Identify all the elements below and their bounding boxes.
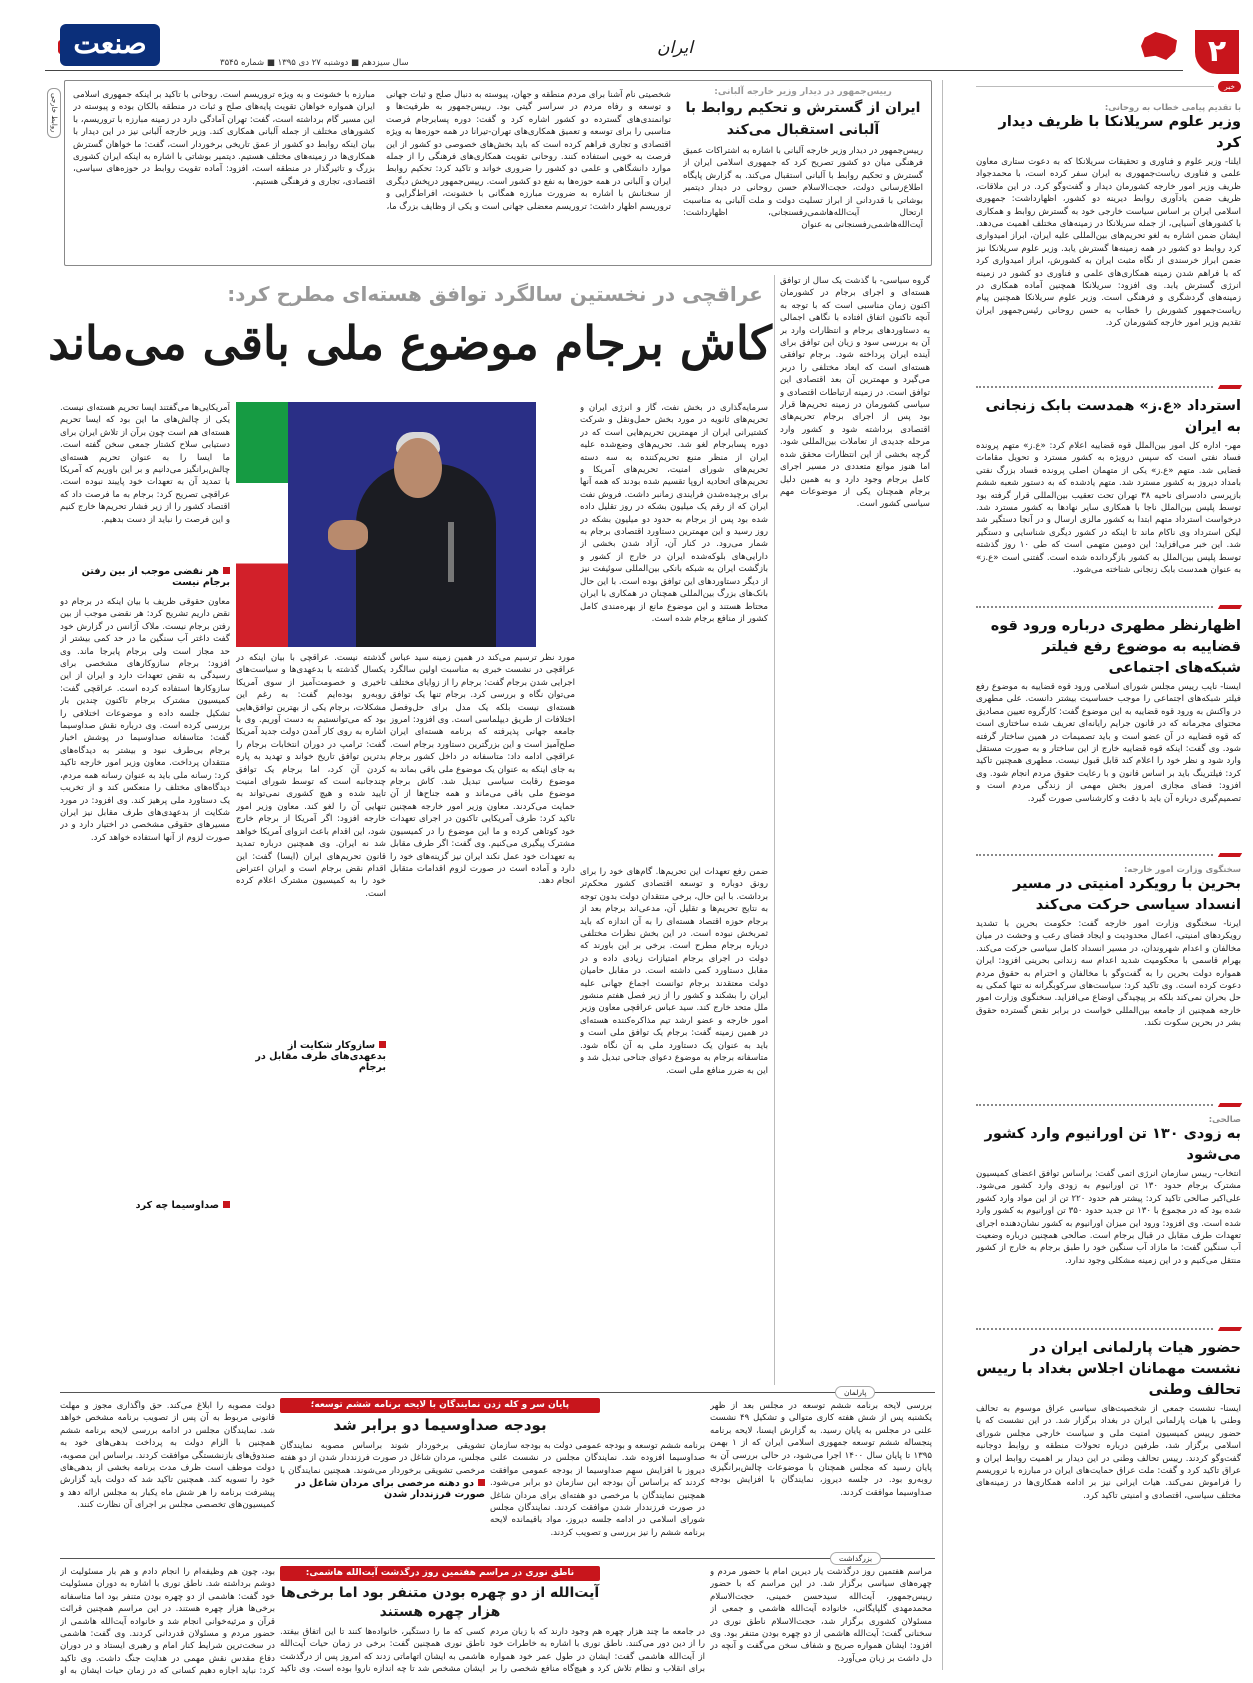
budget-column: دولت مصوبه را ابلاغ می‌کند. حق واگذاری مجوز و مهلت قانونی مربوط به آن پس از تصویب برنامه مشخص خواهد شد. نمایندگان مجلس در ادامه بررسی لایحه برنامه ششم همچنین با الزام دولت به پرداخت بدهی‌های خود به صندوق‌های بازنشستگی موافقت کردند. براساس این مصوبه، دولت موظف است ظرف مدت برنامه بخشی از بدهی‌های خود را تسویه کند. همچنین تاکید شد که دولت باید گزارش پیشرفت برنامه را هر شش ماه یکبار به مجلس ارائه دهد و کمیسیون‌های تخصصی مجلس بر اجرای آن نظارت کنند. <box>60 1401 275 1511</box>
news-body: ایرنا- سخنگوی وزارت امور خارجه گفت: حکومت بحرین با تشدید رویکردهای امنیتی، اعمال محدودیت و ایجاد فضای رعب و وحشت در میان مخالفان و اعدام شهروندان، در مسیر انسداد کامل سیاسی حرکت می‌کند. بهرام قاسمی با محکومیت شدید اعدام سه زندانی بحرینی افزود: ایران همواره دولت بحرین را به گفت‌وگو با مخالفان و احترام به حقوق مردم دعوت کرده است. وی تاکید کرد: سیاست‌های سرکوبگرانه نه تنها کمکی به حل بحران نمی‌کند بلکه بر پیچیدگی اوضاع می‌افزاید. سخنگوی وزارت امور خارجه همچنین از جامعه بین‌المللی خواست در برابر نقض گسترده حقوق بشر در بحرین سکوت نکند. <box>976 919 1241 1029</box>
lead-subhead: صداوسیما چه کرد <box>60 1200 230 1211</box>
lead-column: سرمایه‌گذاری در بخش نفت، گاز و انرژی ایران و تحریم‌های ثانویه در مورد بخش حمل‌ونقل و شرکت کشتیرانی ایران از مهمترین تحریم‌هایی است که در دوره پسابرجام لغو شد. تحریم‌های وضع‌شده علیه ایران از منظر منبع تحریم‌کننده به سه دسته تحریم‌های شورای امنیت، تحریم‌های آمریکا و تحریم‌های اتحادیه اروپا تقسیم شده بودند که همه آنها برای برچیده‌شدن فرایندی زمانبر داشت. فروش نفت ایران که از رقم یک میلیون بشکه در روز تقلیل داده شده بود پس از برجام به حدود دو میلیون بشکه در روز رسید و این مهمترین دستاورد اقتصادی برجام به شمار می‌رود. در کنار آن، آزاد شدن بخشی از دارایی‌های بلوکه‌شده ایران در خارج از کشور و بازگشت ایران به شبکه بانکی بین‌المللی سوئیفت نیز از دیگر دستاوردهای این توافق بوده است. با این حال بانک‌های بزرگ بین‌المللی همچنان در همکاری با ایران محتاط هستند و این موضوع مانع از بهره‌مندی کامل کشور از منافع برجام شده است. <box>580 403 768 624</box>
news-item <box>976 1114 1241 1340</box>
news-item <box>976 864 1241 1114</box>
news-body: ایسنا- نشست جمعی از شخصیت‌های سیاسی عراق موسوم به تحالف وطنی با هیات پارلمانی ایران در بغداد برگزار شد. در این نشست که با حضور رییس کمیسیون امنیت ملی و سیاست خارجی مجلس شورای اسلامی برگزار شد، طرفین درباره تحولات منطقه و روابط دوجانبه گفت‌وگو کردند. رییس تحالف وطنی در این دیدار بر اهمیت روابط ایران و عراق تاکید کرد و گفت: ملت عراق حمایت‌های ایران در مبارزه با تروریسم را فراموش نمی‌کند. هیات ایرانی نیز بر ادامه همکاری‌ها در زمینه‌های مختلف سیاسی، اقتصادی و امنیتی تاکید کرد. <box>976 1404 1241 1501</box>
side-tab: روابط خارجی <box>47 88 61 138</box>
lead-kicker: عراقچی در نخستین سالگرد توافق هسته‌ای مطرح کرد: <box>227 282 763 306</box>
news-title: استرداد «ع.ز» همدست بابک زنجانی به ایران <box>985 398 1241 435</box>
newspaper-logo: صنعت <box>60 24 160 66</box>
lead-subhead: سازوکار شکایت از بدعهدی‌های طرف مقابل در برجام <box>255 1040 386 1073</box>
news-title: حضور هیات پارلمانی ایران در نشست مهمانان اجلاس بغداد با رییس تحالف وطنی <box>976 1340 1241 1398</box>
news-item <box>976 1338 1241 1673</box>
lead-column: گذشته نیست. عراقچی با بیان اینکه در یکسال گذشته با بدعهدی‌ها و سیاست‌های تاخیری و خصومت‌آمیز از سوی آمریکا روبه‌رو بوده‌ایم گفت: به رغم این مشکلات، برجام یکی از بهترین توافق‌هایی بود که می‌توانستیم به دست آوریم. وی با اشاره به روی کار آمدن دولت جدید آمریکا گفت: ترامپ در دوران انتخابات برجام را بدترین توافق تاریخ خواند و تهدید به پاره کردن آن کرد، اما برجام یک توافق چندجانبه است که توسط شورای امنیت تایید شده و هیچ کشوری نمی‌تواند به تنهایی آن را لغو کند. معاون وزیر امور خارجه افزود: اگر آمریکا از برجام خارج شود، این اقدام باعث انزوای آمریکا خواهد شد نه ایران. وی همچنین درباره تمدید قانون تحریم‌های ایران (ایسا) گفت: این اقدام نقض برجام است و ایران اعتراض خود را به کمیسیون مشترک اعلام کرده است. <box>236 653 386 899</box>
section-tag: پارلمان <box>835 1386 875 1399</box>
memorial-column: مراسم هفتمین روز درگذشت یار دیرین امام با حضور مردم و چهره‌های سیاسی برگزار شد. در این مراسم که با حضور رییس‌جمهور، آیت‌الله سیدحسن خمینی، حجت‌الاسلام محمدمهدی گلپایگانی، خانواده آیت‌الله هاشمی و جمعی از مسئولان کشوری برگزار شد، حجت‌الاسلام ناطق نوری در سخنانی گفت: آیت‌الله هاشمی از دو چهره بودن متنفر بود. وی افزود: ایشان همواره صریح و شفاف سخن می‌گفت و آنچه در دل داشت بر زبان می‌آورد. <box>710 1567 932 1664</box>
news-body: ایلنا- وزیر علوم و فناوری و تحقیقات سریلانکا که به دعوت ستاری معاون علمی و فناوری ریاست‌جمهوری به ایران سفر کرده است، با محمدجواد ظریف وزیر امور خارجه کشورمان دیدار و گفت‌وگو کرد. در این ملاقات، ظریف ضمن یادآوری روابط دیرینه دو کشور، اظهارداشت: جمهوری اسلامی ایران بر اساس سیاست خارجی خود به گسترش روابط و همکاری با کشورهای آسیایی، از جمله سریلانکا در زمینه‌های مختلف اهمیت می‌دهد. ایشان ضمن اشاره به لغو تحریم‌های بین‌المللی علیه ایران، ابراز امیدواری کرد روابط دو کشور در همه زمینه‌ها گسترش یابد. وزیر علوم سریلانکا نیز ضمن ابراز خرسندی از نگاه مثبت ایران به کشورش، ابراز امیدواری کرد که با فراهم شدن زمینه همکاری‌های علمی و فناوری دو کشور در زمینه انرژی گسترش یابد. وی افزود: سریلانکا همچنین آماده همکاری در زمینه‌های گردشگری و فرهنگی است. وزیر علوم سریلانکا همچنین پیام ریاست‌جمهور کشورش را خطاب به حسن روحانی رئیس‌جمهور ایران تقدیم وزیر امور خارجه کشورمان کرد. <box>976 157 1241 329</box>
news-item <box>976 616 1241 877</box>
top-box-head <box>683 87 923 245</box>
top-box-kicker: رییس‌جمهور در دیدار وزیر خارجه آلبانی: <box>714 87 892 97</box>
news-title: وزیر علوم سریلانکا با ظریف دیدار کرد <box>998 114 1241 151</box>
news-kicker: با تقدیم پیامی خطاب به روحانی: <box>1104 102 1241 112</box>
section-rule <box>60 1558 935 1559</box>
lead-intro: گروه سیاسی- با گذشت یک سال از توافق هسته‌ای و اجرای برجام در کشورمان اکنون زمان مناسبی است که با توجه به آنچه تاکنون اتفاق افتاده با نگاهی اجمالی به دستاوردهای برجام و انتظارات وارد بر آن به بررسی سود و زیان این توافق برای آینده ایران پرداخته شود. برجام توافقی هسته‌ای است که ابعاد مختلفی را دربر می‌گیرد و مهمترین آن بعد اقتصادی این توافق است. در زمینه ارتباطات اقتصادی و سیاسی کشورمان در زمینه تحریم‌ها قرار بود پس از اجرای برجام تحریم‌های اقتصادی برداشته شود و کشور وارد مرحله جدیدی از تعاملات بین‌المللی شود. گرچه بخشی از این انتظارات محقق شده اما هنوز موانع متعددی در مسیر اجرای کامل برجام وجود دارد و به همین دلیل برجام همچنان یکی از موضوعات مهم سیاسی کشور است. <box>780 276 930 510</box>
news-body: مهر- اداره کل امور بین‌الملل قوه قضاییه اعلام کرد: «ع.ز» متهم پرونده فساد نفتی است که سپس درویژه به کشور مسترد و تحویل مقامات قضایی شد. متهم «ع.ز» یکی از متهمان اصلی پرونده فساد بزرگ نفتی بامداد دیروز به کشور مسترد شد. متهم یادشده که به دستور شعبه ششم بازپرسی دادسرای ناحیه ۳۸ تهران تحت تعقیب بین‌المللی قرار گرفته بود توسط پلیس بین‌الملل ناجا با همکاری سایر نهادها به کشور مسترد شد. درخواست استرداد متهم ابتدا به کشور مالزی ارسال و در آنجا دستگیر شد لیکن استرداد وی ناکام ماند تا اینکه در کشور دیگری شناسایی و دستگیر شد. این خبر می‌افزاید: این دومین متهمی است که طی ۱۰ روز گذشته توسط پلیس بین‌الملل به کشور بازگردانده شده است. گفتنی است «ع.ز» به عنوان همدست بابک زنجانی شناخته می‌شود. <box>976 441 1241 576</box>
divider <box>976 382 1241 392</box>
lead-column: معاون حقوقی ظریف با بیان اینکه در برجام دو نقض داریم تشریح کرد: هر نقضی موجب از بین رفتن برجام نیست. ملاک آژانس در گزارش خود گفت داغتر آب سنگین ما در حد کمی بیشتر از حد مجاز است ولی برجام پابرجا ماند. وی افزود: برجام سازوکارهای مشخصی برای رسیدگی به نقض تعهدات دارد و ایران از این سازوکارها استفاده کرده است. عراقچی گفت: کمیسیون مشترک برجام تاکنون چندین بار تشکیل جلسه داده و موضوعات اختلافی را بررسی کرده است. وی درباره نقش صداوسیما گفت: متاسفانه صداوسیما در پوشش اخبار برجام بی‌طرف نبود و بیشتر به دیدگاه‌های منتقدان پرداخت. معاون وزیر امور خارجه تاکید کرد: رسانه ملی باید به عنوان رسانه همه مردم، دیدگاه‌های مختلف را منعکس کند و از تخریب یک دستاورد ملی پرهیز کند. وی افزود: در مورد شکایت از بدعهدی‌های طرف مقابل نیز ایران مسیرهای حقوقی مشخصی در اختیار دارد و در صورت لزوم از آنها استفاده خواهد کرد. <box>60 597 230 843</box>
news-item <box>976 396 1241 626</box>
top-box-title: ایران از گسترش و تحکیم روابط با آلبانی استقبال می‌کند <box>685 100 921 138</box>
issue-line: سال سیزدهم ■ دوشنبه ۲۷ دی ۱۳۹۵ ■ شماره ۳۵۴۵ <box>220 58 409 68</box>
section-rule <box>60 1392 935 1393</box>
lead-column: آمریکایی‌ها می‌گفتند ایسا تحریم هسته‌ای نیست. یکی از چالش‌های ما این بود که ایسا تحریم هسته‌ای هم است چون برآن از تلاش ایران برای دستیابی سلاح کشتار جمعی سخن گفته است. ما ایسا را به عنوان تحریم هسته‌ای چالش‌برانگیز می‌دانیم و بر این باوریم که آمریکا با تمدید آن به تعهدات خود پایبند نبوده است. عراقچی تصریح کرد: برجام به ما فرصت داد که اقتصاد کشور را از زیر فشار تحریم‌ها خارج کنیم و این فرصت را نباید از دست بدهیم. <box>60 403 230 525</box>
lead-column: مورد نظر ترسیم می‌کند در همین زمینه سید عباس عراقچی در نشست خبری به مناسبت اولین سالگرد اجرایی شدن برجام گفت: برجام را از زوایای مختلف می‌توان نگاه و بررسی کرد. برجام تنها یک توافق هسته‌ای نیست بلکه یک مدل برای حل‌وفصل اختلافات از طریق دیپلماسی است. وی افزود: امروز جامعه جهانی پذیرفته که برنامه هسته‌ای ایران صلح‌آمیز است و این بزرگترین دستاورد برجام است. عراقچی ادامه داد: متاسفانه در داخل کشور برجام به جای اینکه به عنوان یک موضوع ملی باقی بماند به موضوع رقابت سیاسی تبدیل شد. کاش برجام موضوع ملی باقی می‌ماند و همه جناح‌ها از آن حمایت می‌کردند. معاون وزیر امور خارجه همچنین تاکید کرد: طرف آمریکایی تاکنون در اجرای تعهدات خود کوتاهی کرده و ما این موضوع را در کمیسیون مشترک پیگیری می‌کنیم. وی گفت: اگر طرف مقابل به تعهدات خود عمل نکند ایران نیز گزینه‌های خود را دارد و آماده است در صورت لزوم اقدامات متقابل انجام دهد. <box>390 653 575 887</box>
memorial-column: کسی که ما را دستگیر، خانواده‌ها کنند تا این اتفاق بیفتد. ناطق نوری همچنین گفت: برخی در زمان حیات آیت‌الله هاشمی به ایشان اتهاماتی زدند که امروز پس از درگذشت ایشان مشخص شد تا چه اندازه ناروا بوده است. وی تاکید <box>280 1627 485 1675</box>
lead-title: کاش برجام موضوع ملی باقی می‌ماند <box>48 316 772 370</box>
header-rule <box>45 70 1183 71</box>
page-number: ۲ <box>1195 30 1239 74</box>
lead-column: ضمن رفع تعهدات این تحریم‌ها. گام‌های خود را برای رونق دوباره و توسعه اقتصادی کشور محکم‌تر برداشت. با این حال، برخی منتقدان دولت بدون توجه به نتایج تحریم‌ها و تقلیل آن، مدعی‌اند برجام بعد از برجام حوزه اقتصاد هسته‌ای را به آن اندازه که باید ثمربخش نبوده است. در این بخش نظرات مختلفی درباره برجام مطرح است. برخی بر این باورند که دولت در اجرای برجام امتیازات زیادی داده و در مقابل دستاورد کمی داشته است. در مقابل حامیان دولت معتقدند برجام توانست اجماع جهانی علیه ایران را بشکند و کشور را از زیر فصل هفتم منشور ملل متحد خارج کند. سید عباس عراقچی معاون وزیر امور خارجه و عضو ارشد تیم مذاکره‌کننده هسته‌ای در همین زمینه گفت: برجام یک توافق ملی است و باید به عنوان یک دستاورد ملی به آن نگاه شود. متاسفانه برجام به موضوع دعوای جناحی تبدیل شد و این به ضرر منافع ملی است. <box>580 867 768 1076</box>
budget-title: بودجه صداوسیما دو برابر شد <box>333 1416 547 1434</box>
divider <box>976 850 1241 860</box>
top-box-col: مبارزه با خشونت و به ویژه تروریسم است. روحانی با تاکید بر اینکه جمهوری اسلامی ایران همواره خواهان تقویت پایه‌های صلح و ثبات در منطقه بالکان بوده و پیوسته در این مسیر گام برداشته است، گفت: تهران آمادگی دارد در زمینه مبارزه با تروریسم، با کشورهای مختلف از جمله آلبانی همکاری کند. وزیر خارجه آلبانی نیز در این دیدار با بیان اینکه روابط دو کشور از عمق تاریخی برخوردار است، گفت: ما خواهان گسترش همکاری‌ها در زمینه‌های مختلف هستیم. دیتمیر بوشاتی با اشاره به اینکه ایران کشوری بزرگ و تاثیرگذار در منطقه است، افزود: آماده تقویت روابط در حوزه‌های سیاسی، اقتصادی، تجاری و فرهنگی هستیم. <box>73 90 375 187</box>
news-body: ایسنا- نایب رییس مجلس شورای اسلامی ورود قوه قضاییه به موضوع رفع فیلتر شبکه‌های اجتماعی را موجب حساسیت بیشتر دانست. علی مطهری در واکنش به ورود قوه قضاییه به این موضوع گفت: کارگروه تعیین مصادیق محتوای مجرمانه که در قانون جرایم رایانه‌ای تعریف شده ساختاری است که قوه قضاییه در آن عضو است و باید تصمیمات در همین ساختار گرفته شود. وی گفت: اینکه قوه قضاییه خارج از این ساختار و به صورت مستقل وارد شود و نظر خود را اعلام کند قابل قبول نیست. مطهری همچنین تاکید کرد: فیلترینگ باید بر اساس قانون و با رعایت حقوق مردم انجام شود. وی افزود: فضای مجازی امروز بخش مهمی از زندگی مردم است و تصمیم‌گیری درباره آن باید با دقت و کارشناسی صورت گیرد. <box>976 682 1241 804</box>
lead-photo <box>236 402 536 647</box>
section-title: ایران <box>656 38 693 58</box>
budget-banner: پایان سر و کله زدن نمایندگان با لایحه برنامه ششم توسعه؛ <box>280 1398 600 1413</box>
iran-map-icon <box>1141 32 1177 60</box>
news-title: اظهارنظر مطهری درباره ورود قوه قضاییه به موضوع رفع فیلتر شبکه‌های اجتماعی <box>990 618 1241 676</box>
divider <box>976 602 1241 612</box>
memorial-column: بود، چون هم وظیفه‌ام را انجام دادم و هم بار مسئولیت از دوشم برداشته شد. ناطق نوری با اشاره به دوران مسئولیت خود گفت: هاشمی از دو چهره بودن متنفر بود اما متاسفانه برخی‌ها هزار چهره هستند. در این مراسم همچنین قرائت قرآن و مرثیه‌خوانی انجام شد و خانواده آیت‌الله هاشمی از حضور مردم و مسئولان قدردانی کردند. وی گفت: هاشمی در سخت‌ترین شرایط کنار امام و رهبری ایستاد و در دوران دفاع مقدس نقش مهمی در هدایت جنگ داشت. وی تاکید کرد: نباید اجازه دهیم کسانی که در زمان حیات ایشان به او <box>60 1567 275 1676</box>
news-body: انتخاب- رییس سازمان انرژی اتمی گفت: براساس توافق اعضای کمیسیون مشترک برجام حدود ۱۳۰ تن اورانیوم به زودی وارد کشور می‌شود. علی‌اکبر صالحی تاکید کرد: پیشتر هم حدود ۲۲۰ تن از این مواد وارد کشور شده بود که در مجموع با ۱۳۰ تن جدید حدود ۳۵۰ تن اورانیوم به کشور وارد شده است. وی افزود: ورود این میزان اورانیوم به کشور نشان‌دهنده اجرای تعهدات طرف مقابل در قبال برجام است. صالحی همچنین درباره وضعیت آب سنگین گفت: ما مازاد آب سنگین خود را طبق برجام به خارج از کشور منتقل می‌کنیم و در این زمینه مشکلی وجود ندارد. <box>976 1169 1241 1266</box>
news-title: بحرین با رویکرد امنیتی در مسیر انسداد سیاسی حرکت می‌کند <box>1012 876 1241 913</box>
divider <box>976 1324 1241 1334</box>
column-rule <box>942 80 943 1670</box>
news-title: به زودی ۱۳۰ تن اورانیوم وارد کشور می‌شود <box>984 1126 1241 1163</box>
column-rule <box>774 275 775 1385</box>
news-kicker: سخنگوی وزارت امور خارجه: <box>1124 864 1241 874</box>
memorial-title: آیت‌الله از دو چهره بودن متنفر بود اما برخی‌ها هزار چهره هستند <box>280 1585 600 1620</box>
news-label-tag: خبر <box>1218 81 1241 92</box>
budget-column: بررسی لایحه برنامه ششم توسعه در مجلس بعد از ظهر یکشنبه پس از شش هفته کاری متوالی و تشکیل ۴۹ نشست علنی در مجلس به پایان رسید. به گزارش ایسنا، لایحه برنامه پنجساله ششم توسعه جمهوری اسلامی ایران که از ۱ بهمن ۱۳۹۵ تا پایان سال ۱۴۰۰ اجرا می‌شود، در حالی بررسی آن به پایان رسید که مجلس همچنان با موضوعات چالش‌برانگیزی روبه‌رو بود. در جلسه دیروز، نمایندگان با افزایش بودجه صداوسیما موافقت کردند. <box>710 1401 932 1498</box>
budget-column: تشویقی برخوردار شوند براساس مصوبه نمایندگان مجلس، مردان شاغل در صورت فرزنددار شدن از دو هفته مرخصی تشویقی برخوردار می‌شوند. همچنین نمایندگان با <box>280 1441 485 1476</box>
news-kicker: صالحی: <box>1208 1114 1241 1124</box>
lead-subhead: هر نقضی موجب از بین رفتن برجام نیست <box>81 566 230 588</box>
memorial-column: در جامعه ما چند هزار چهره هم وجود دارند که با زبان مردم را از دین دور می‌کنند. ناطق نوری با اشاره به خاطرات خود از آیت‌الله هاشمی گفت: ایشان در طول عمر خود همواره برای انقلاب و نظام تلاش کرد و هیچ‌گاه منافع شخصی را بر <box>490 1627 705 1675</box>
right-news-column <box>976 80 1241 1670</box>
section-tag: بزرگداشت <box>830 1552 881 1565</box>
divider <box>976 1100 1241 1110</box>
top-news-box <box>64 80 932 266</box>
top-box-col: شخصیتی نام آشنا برای مردم منطقه و جهان، پیوسته به دنبال صلح و ثبات جهانی و توسعه و رفاه مردم در سراسر گیتی بود. رییس‌جمهور به ظرفیت‌ها و توانمندی‌های گسترده دو کشور اشاره کرد و گفت: دوره پسابرجام فرصت مناسبی را برای توسعه و تعمیق همکاری‌های تهران-تیرانا در همه حوزه‌ها به ویژه اقتصادی و تجاری فراهم کرده است که باید بخش‌های خصوصی دو کشور از این فرصت به خوبی استفاده کنند. روحانی تقویت همکاری‌های فرهنگی را از جمله موارد دانشگاهی و علمی دو کشور را ضروری خواند و تاکید کرد: تحکیم روابط ایران و آلبانی در همه حوزه‌ها به نفع دو کشور است. رییس‌جمهور درپخش دیگری از سخنانش با اشاره به ضرورت مبارزه همگانی با خشونت، افراط‌گرایی و تروریسم اظهار داشت: تروریسم معضلی جهانی است و یکی از وظایف بزرگ ما، <box>386 90 671 212</box>
news-item <box>976 102 1241 411</box>
memorial-banner: ناطق نوری در مراسم هفتمین روز درگذشت آیت‌الله هاشمی: <box>280 1566 600 1581</box>
top-box-col: رییس‌جمهور در دیدار وزیر خارجه آلبانی با اشاره به اشتراکات عمیق فرهنگی میان دو کشور تصریح کرد که جمهوری اسلامی ایران از گسترش و تحکیم روابط با آلبانی استقبال می‌کند. به گزارش پایگاه اطلاع‌رسانی دولت، حجت‌الاسلام حسن روحانی در دیدار دیتمیر بوشاتی با قدردانی از ابراز تسلیت دولت و ملت آلبانی به مناسبت ارتحال آیت‌الله‌هاشمی‌رفسنجانی، اظهارداشت: آیت‌الله‌هاشمی‌رفسنجانی به عنوان <box>683 146 923 231</box>
budget-subhead: دو دهنه مرخصی برای مردان شاغل در صورت فرزنددار شدن <box>295 1478 485 1500</box>
budget-column: برنامه ششم توسعه و بودجه عمومی دولت به بودجه سازمان صداوسیما افزوده شد. نمایندگان مجلس در نشست علنی دیروز با افزایش سهم صداوسیما از بودجه عمومی موافقت کردند که براساس آن بودجه این سازمان دو برابر می‌شود. همچنین نمایندگان با مرخصی دو هفته‌ای برای مردان شاغل در صورت فرزنددار شدن موافقت کردند. نمایندگان مجلس شورای اسلامی در ادامه جلسه دیروز، مواد باقیمانده لایحه برنامه ششم را نیز بررسی و تصویب کردند. <box>490 1441 705 1538</box>
